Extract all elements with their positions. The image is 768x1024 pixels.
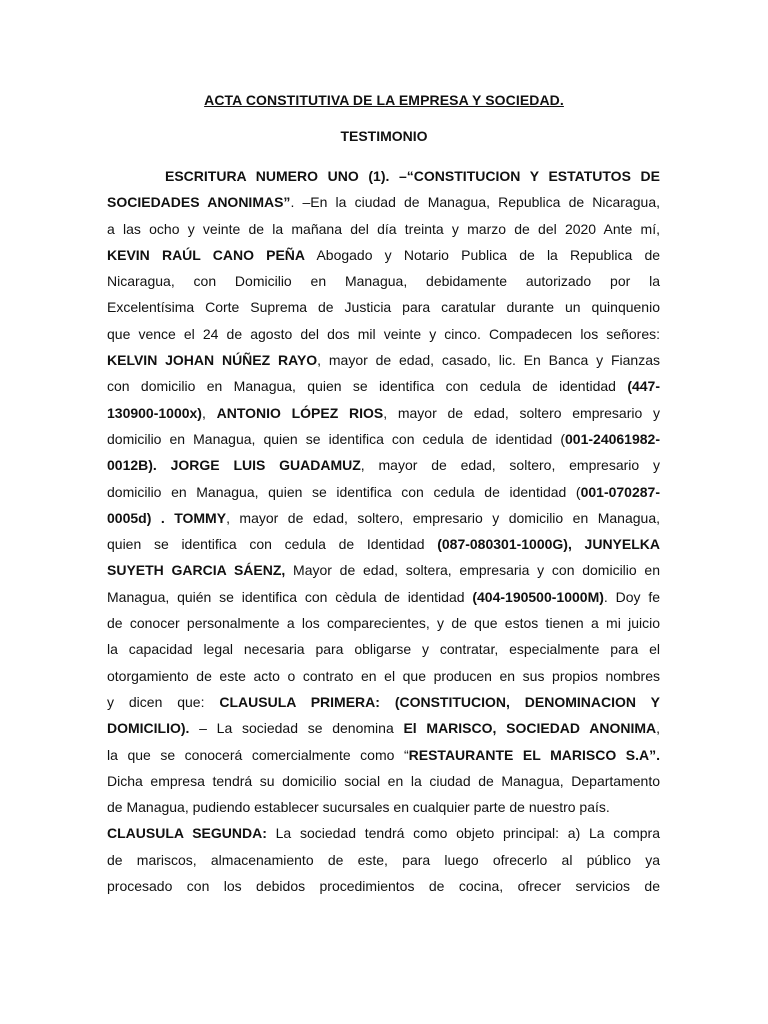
- body-text: la que se conocerá comercialmente como “: [107, 746, 409, 763]
- body-text: , mayor de edad, soltero, empresario y domicilio en Managua,: [226, 509, 660, 526]
- body-line: [107, 479, 660, 505]
- bold-text: 0005d) . TOMMY: [107, 509, 227, 526]
- body-text: de conocer personalmente a los comparecientes, y de que estos tienen a mi juicio: [107, 615, 660, 632]
- body-line: [107, 873, 660, 899]
- body-text: Abogado y Notario Publica de la Republica de: [305, 246, 661, 263]
- body-line: [107, 505, 660, 531]
- body-text: ,: [656, 720, 661, 737]
- body-text: otorgamiento de este acto o contrato en el que producen en sus propios nombres: [107, 667, 660, 684]
- body-text: que vence el 24 de agosto del dos mil veinte y cinco. Compadecen los señores:: [107, 325, 660, 342]
- body-line: [107, 847, 660, 873]
- bold-text: 001-070287-: [580, 483, 660, 500]
- bold-text: DOMICILIO).: [107, 720, 190, 737]
- bold-text: (404-190500-1000M): [472, 588, 604, 605]
- document-title: ACTA CONSTITUTIVA DE LA EMPRESA Y SOCIEDAD.: [204, 92, 564, 108]
- bold-text: (087-080301-1000G), JUNYELKA: [437, 536, 661, 553]
- bold-text: 0012B). JORGE LUIS GUADAMUZ: [107, 457, 361, 474]
- bold-text: 001-24061982-: [565, 430, 660, 447]
- body-text: . Doy fe: [603, 588, 660, 605]
- body-line: [107, 242, 660, 268]
- body-line: [107, 663, 660, 689]
- body-text: Excelentísima Corte Suprema de Justicia para caratular durante un quinquenio: [107, 299, 660, 316]
- body-line: [107, 820, 660, 846]
- body-text: La sociedad tendrá como objeto principal: a) La compra: [266, 825, 660, 842]
- body-line: [107, 557, 660, 583]
- body-text: de mariscos, almacenamiento de este, para luego ofrecerlo al público ya: [107, 851, 660, 868]
- bold-text: ANTONIO LÓPEZ RIOS: [216, 404, 384, 421]
- body-line: [107, 768, 660, 794]
- body-text: de Managua, pudiendo establecer sucursales en cualquier parte de nuestro país.: [107, 799, 610, 816]
- body-line: [107, 347, 660, 373]
- body-line: [107, 426, 660, 452]
- bold-text: SUYETH GARCIA SÁENZ,: [107, 562, 286, 579]
- body-text: la capacidad legal necesaria para obligarse y contratar, especialmente para el: [107, 641, 660, 658]
- body-text: con domicilio en Managua, quien se identifica con cedula de identidad: [107, 378, 628, 395]
- body-line: [107, 636, 660, 662]
- document-body: [107, 163, 660, 899]
- bold-text: SOCIEDADES ANONIMAS”: [107, 194, 291, 211]
- bold-text: El MARISCO, SOCIEDAD ANONIMA: [403, 720, 657, 737]
- body-line: [107, 584, 660, 610]
- body-text: a las ocho y veinte de la mañana del día treinta y marzo de del 2020 Ante mí,: [107, 220, 660, 237]
- body-line: [107, 610, 660, 636]
- body-text: y dicen que:: [107, 693, 220, 710]
- bold-text: CLAUSULA SEGUNDA:: [107, 825, 267, 842]
- body-line: [107, 268, 660, 294]
- body-text: , mayor de edad, casado, lic. En Banca y Fianzas: [317, 352, 660, 369]
- body-line: [107, 715, 660, 741]
- body-line: [107, 689, 660, 715]
- body-line: [107, 531, 660, 557]
- body-line: [107, 163, 660, 189]
- body-line: [107, 452, 660, 478]
- document-subtitle: TESTIMONIO: [340, 128, 428, 144]
- body-text: domicilio en Managua, quien se identifica con cedula de identidad (: [107, 483, 581, 500]
- body-text: quien se identifica con cedula de Identidad: [107, 536, 438, 553]
- body-text: Managua, quién se identifica con cèdula de identidad: [107, 588, 473, 605]
- bold-text: 130900-1000x): [107, 404, 202, 421]
- body-text: Mayor de edad, soltera, empresaria y con domicilio en: [285, 562, 660, 579]
- body-text: . –En la ciudad de Managua, Republica de Nicaragua,: [290, 194, 660, 211]
- body-text: procesado con los debidos procedimientos de cocina, ofrecer servicios de: [107, 878, 660, 895]
- body-text: , mayor de edad, soltero, empresario y: [360, 457, 660, 474]
- body-line: [107, 794, 660, 820]
- bold-text: RESTAURANTE EL MARISCO S.A”.: [408, 746, 660, 763]
- body-text: – La sociedad se denomina: [189, 720, 404, 737]
- body-line: [107, 294, 660, 320]
- body-line: [107, 321, 660, 347]
- bold-text: ESCRITURA NUMERO UNO (1). –“CONSTITUCION Y ESTATUTOS DE: [165, 168, 660, 184]
- body-text: ,: [201, 404, 217, 421]
- body-text: Nicaragua, con Domicilio en Managua, debidamente autorizado por la: [107, 273, 660, 290]
- body-line: [107, 216, 660, 242]
- bold-text: (447-: [627, 378, 660, 395]
- body-text: , mayor de edad, soltero empresario y: [383, 404, 660, 421]
- body-line: [107, 742, 660, 768]
- bold-text: KELVIN JOHAN NÚÑEZ RAYO: [107, 352, 318, 369]
- body-line: [107, 400, 660, 426]
- bold-text: CLAUSULA PRIMERA: (CONSTITUCION, DENOMINACION Y: [219, 693, 660, 710]
- body-text: Dicha empresa tendrá su domicilio social en la ciudad de Managua, Departamento: [107, 772, 660, 789]
- body-text: domicilio en Managua, quien se identifica con cedula de identidad (: [107, 430, 566, 447]
- body-line: [107, 189, 660, 215]
- body-line: [107, 373, 660, 399]
- bold-text: KEVIN RAÚL CANO PEÑA: [107, 246, 306, 263]
